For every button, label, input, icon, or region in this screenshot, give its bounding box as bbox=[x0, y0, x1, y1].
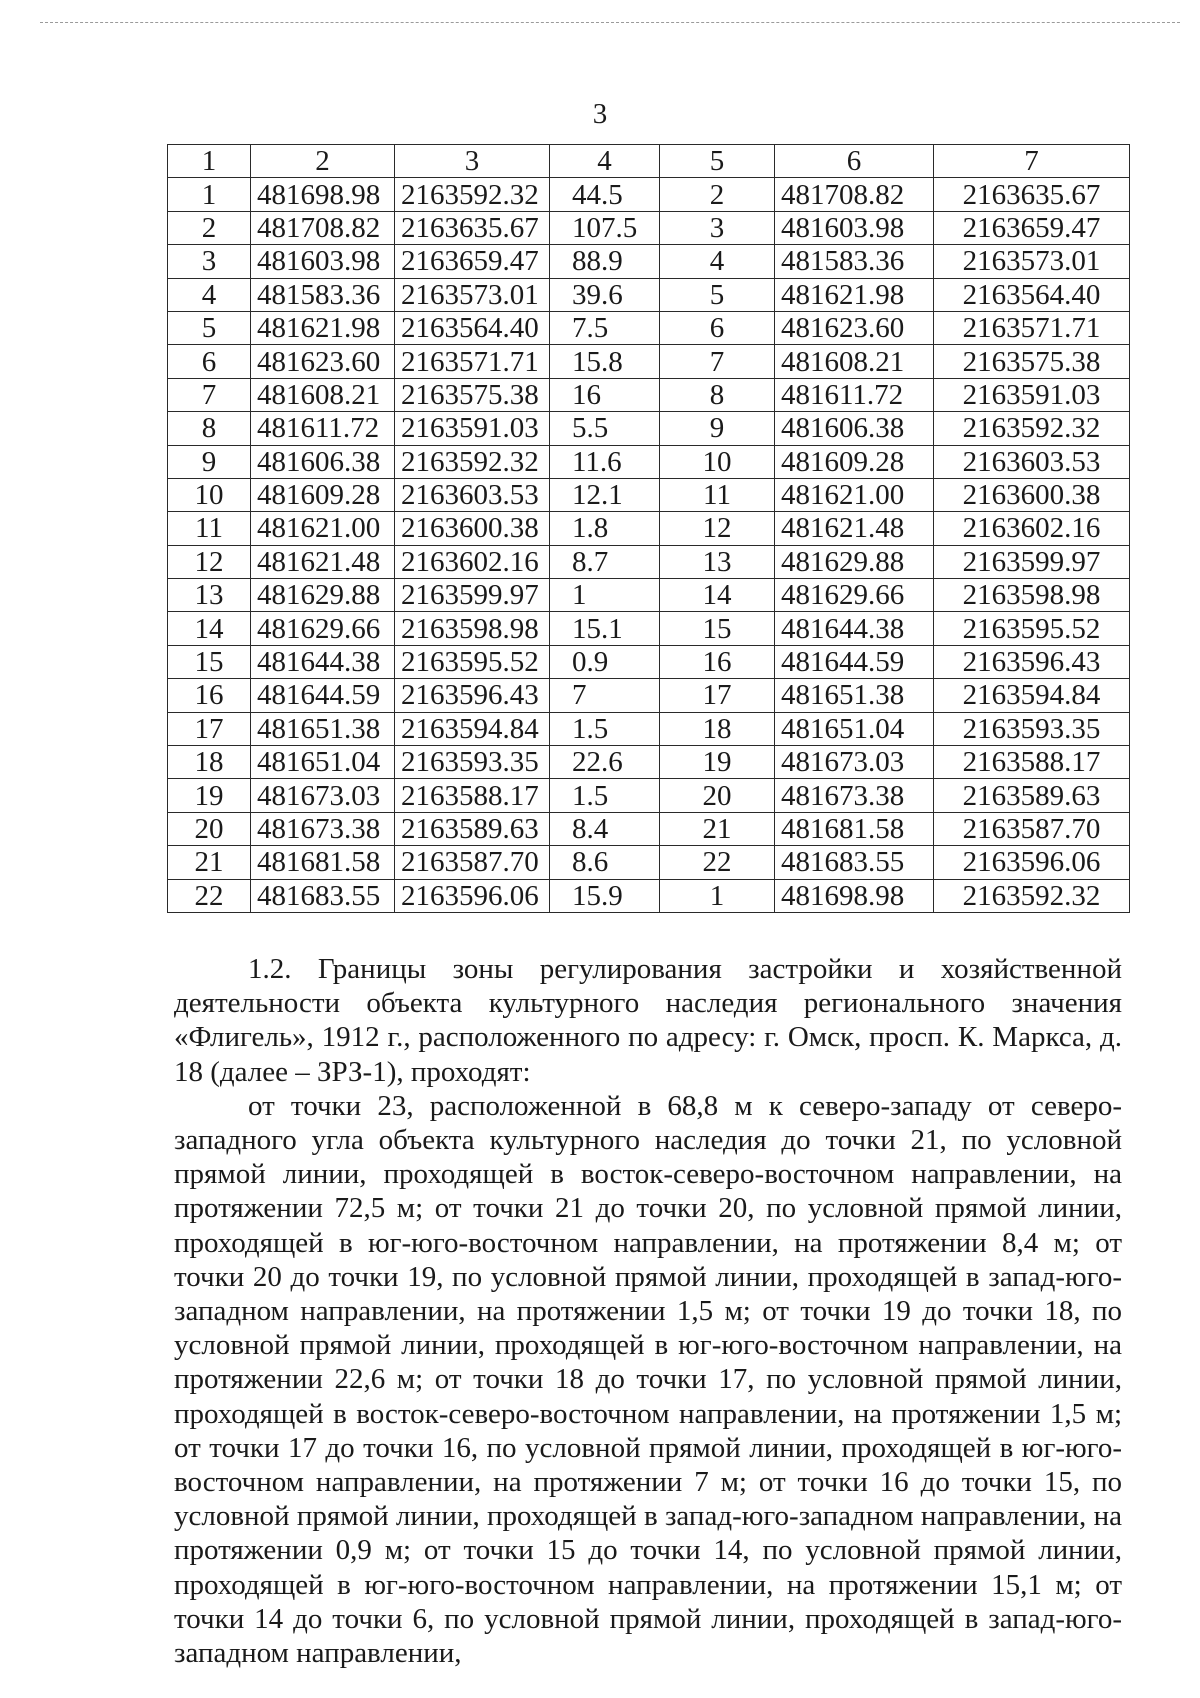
table-cell: 10 bbox=[660, 445, 775, 478]
table-row bbox=[168, 445, 1130, 478]
table-header-cell: 4 bbox=[550, 145, 660, 178]
table-cell: 8 bbox=[660, 378, 775, 411]
table-cell: 7 bbox=[550, 679, 660, 712]
table-cell: 2163596.43 bbox=[934, 645, 1130, 678]
table-cell: 21 bbox=[168, 846, 251, 879]
table-cell: 2163603.53 bbox=[934, 445, 1130, 478]
table-cell: 2163596.06 bbox=[934, 846, 1130, 879]
table-row bbox=[168, 579, 1130, 612]
table-cell: 11 bbox=[660, 478, 775, 511]
table-cell: 16 bbox=[168, 679, 251, 712]
table-cell: 2 bbox=[660, 178, 775, 211]
table-cell: 481611.72 bbox=[775, 378, 934, 411]
table-cell: 22.6 bbox=[550, 746, 660, 779]
table-cell: 2163635.67 bbox=[395, 211, 550, 244]
table-cell: 2163589.63 bbox=[934, 779, 1130, 812]
table-cell: 2163599.97 bbox=[934, 545, 1130, 578]
table-row bbox=[168, 679, 1130, 712]
table-cell: 2163589.63 bbox=[395, 812, 550, 845]
table-cell: 481611.72 bbox=[251, 412, 395, 445]
table-cell: 22 bbox=[168, 879, 251, 912]
body-text bbox=[174, 952, 1122, 1670]
table-header-cell: 6 bbox=[775, 145, 934, 178]
table-cell: 481629.88 bbox=[251, 579, 395, 612]
paragraph-boundary-description: от точки 23, расположенной в 68,8 м к северо-западу от северо-западного угла объекта культурного наследия до точки 21, по условной прямой линии, проходящей в восток-северо-восточном направлении, на протяжении 72,5 м; от точки 21 до точки 20, по условной прямой линии, проходящей в юг-юго-восточном направлении, на протяжении 8,4 м; от точки 20 до точки 19, по условной прямой линии, проходящей в запад-юго-западном направлении, на протяжении 1,5 м; от точки 19 до точки 18, по условной прямой линии, проходящей в юг-юго-восточном направлении, на протяжении 22,6 м; от точки 18 до точки 17, по условной прямой линии, проходящей в восток-северо-восточном направлении, на протяжении 1,5 м; от точки 17 до точки 16, по условной прямой линии, проходящей в юг-юго-восточном направлении, на протяжении 7 м; от точки 16 до точки 15, по условной прямой линии, проходящей в запад-юго-западном направлении, на протяжении 0,9 м; от точки 15 до точки 14, по условной прямой линии, проходящей в юг-юго-восточном направлении, на протяжении 15,1 м; от точки 14 до точки 6, по условной прямой линии, проходящей в запад-юго-западном направлении, bbox=[174, 1089, 1122, 1670]
table-cell: 481603.98 bbox=[251, 245, 395, 278]
table-row bbox=[168, 879, 1130, 912]
table-cell: 2163599.97 bbox=[395, 579, 550, 612]
table-cell: 4 bbox=[660, 245, 775, 278]
table-cell: 2163592.32 bbox=[934, 412, 1130, 445]
scan-edge-rule bbox=[40, 22, 1180, 23]
table-cell: 481621.00 bbox=[775, 478, 934, 511]
table-cell: 481629.66 bbox=[775, 579, 934, 612]
table-cell: 2163598.98 bbox=[395, 612, 550, 645]
table-cell: 2163635.67 bbox=[934, 178, 1130, 211]
table-cell: 22 bbox=[660, 846, 775, 879]
table-cell: 107.5 bbox=[550, 211, 660, 244]
table-header-cell: 3 bbox=[395, 145, 550, 178]
table-header-cell: 2 bbox=[251, 145, 395, 178]
table-cell: 481623.60 bbox=[775, 311, 934, 344]
table-cell: 2163588.17 bbox=[934, 746, 1130, 779]
table-cell: 13 bbox=[660, 545, 775, 578]
page-number: 3 bbox=[592, 98, 608, 130]
table-row bbox=[168, 645, 1130, 678]
table-cell: 4 bbox=[168, 278, 251, 311]
table-cell: 2163602.16 bbox=[395, 545, 550, 578]
table-cell: 1 bbox=[168, 178, 251, 211]
table-cell: 481651.38 bbox=[251, 712, 395, 745]
table-cell: 481621.48 bbox=[251, 545, 395, 578]
table-cell: 2163588.17 bbox=[395, 779, 550, 812]
table-cell: 0.9 bbox=[550, 645, 660, 678]
table-cell: 2163600.38 bbox=[934, 478, 1130, 511]
table-cell: 481606.38 bbox=[251, 445, 395, 478]
table-cell: 481673.03 bbox=[775, 746, 934, 779]
table-row bbox=[168, 545, 1130, 578]
table-cell: 8 bbox=[168, 412, 251, 445]
table-cell: 2163595.52 bbox=[934, 612, 1130, 645]
table-cell: 5 bbox=[660, 278, 775, 311]
table-row bbox=[168, 211, 1130, 244]
table-cell: 88.9 bbox=[550, 245, 660, 278]
table-header-row bbox=[168, 145, 1130, 178]
table-cell: 7.5 bbox=[550, 311, 660, 344]
table-cell: 481608.21 bbox=[775, 345, 934, 378]
table-cell: 17 bbox=[660, 679, 775, 712]
table-row bbox=[168, 478, 1130, 511]
table-cell: 7 bbox=[168, 378, 251, 411]
table-header-cell: 5 bbox=[660, 145, 775, 178]
table-cell: 481644.38 bbox=[775, 612, 934, 645]
table-cell: 8.7 bbox=[550, 545, 660, 578]
table-row bbox=[168, 779, 1130, 812]
table-cell: 3 bbox=[660, 211, 775, 244]
table-cell: 1 bbox=[660, 879, 775, 912]
table-cell: 2163596.06 bbox=[395, 879, 550, 912]
table-cell: 15 bbox=[168, 645, 251, 678]
table-row bbox=[168, 846, 1130, 879]
table-header-cell: 1 bbox=[168, 145, 251, 178]
table-cell: 13 bbox=[168, 579, 251, 612]
table-cell: 1.5 bbox=[550, 779, 660, 812]
table-cell: 2163592.32 bbox=[395, 445, 550, 478]
table-cell: 481673.38 bbox=[251, 812, 395, 845]
table-cell: 2163573.01 bbox=[395, 278, 550, 311]
table-cell: 481708.82 bbox=[251, 211, 395, 244]
table-cell: 7 bbox=[660, 345, 775, 378]
table-cell: 481621.98 bbox=[775, 278, 934, 311]
table-cell: 3 bbox=[168, 245, 251, 278]
table-cell: 481603.98 bbox=[775, 211, 934, 244]
table-cell: 481609.28 bbox=[775, 445, 934, 478]
table-cell: 481698.98 bbox=[251, 178, 395, 211]
table-cell: 2163659.47 bbox=[934, 211, 1130, 244]
table-cell: 39.6 bbox=[550, 278, 660, 311]
table-cell: 481629.88 bbox=[775, 545, 934, 578]
table-cell: 2163593.35 bbox=[395, 746, 550, 779]
table-cell: 1 bbox=[550, 579, 660, 612]
table-cell: 2163659.47 bbox=[395, 245, 550, 278]
table-cell: 2163573.01 bbox=[934, 245, 1130, 278]
table-cell: 481583.36 bbox=[775, 245, 934, 278]
table-cell: 2163587.70 bbox=[934, 812, 1130, 845]
table-cell: 481608.21 bbox=[251, 378, 395, 411]
table-cell: 2163575.38 bbox=[934, 345, 1130, 378]
table-cell: 15 bbox=[660, 612, 775, 645]
table-cell: 20 bbox=[168, 812, 251, 845]
table-cell: 2163564.40 bbox=[934, 278, 1130, 311]
table-cell: 481621.00 bbox=[251, 512, 395, 545]
table-cell: 2163598.98 bbox=[934, 579, 1130, 612]
table-cell: 11.6 bbox=[550, 445, 660, 478]
table-cell: 10 bbox=[168, 478, 251, 511]
table-cell: 481673.03 bbox=[251, 779, 395, 812]
table-cell: 481651.04 bbox=[775, 712, 934, 745]
table-cell: 17 bbox=[168, 712, 251, 745]
table-row bbox=[168, 812, 1130, 845]
table-cell: 5 bbox=[168, 311, 251, 344]
table-cell: 11 bbox=[168, 512, 251, 545]
table-cell: 20 bbox=[660, 779, 775, 812]
table-cell: 2163571.71 bbox=[934, 311, 1130, 344]
table-cell: 12 bbox=[660, 512, 775, 545]
table-cell: 2163564.40 bbox=[395, 311, 550, 344]
coordinates-table bbox=[167, 144, 1130, 913]
table-cell: 481583.36 bbox=[251, 278, 395, 311]
table-cell: 18 bbox=[168, 746, 251, 779]
table-cell: 2163603.53 bbox=[395, 478, 550, 511]
table-cell: 481606.38 bbox=[775, 412, 934, 445]
table-cell: 12 bbox=[168, 545, 251, 578]
table-cell: 481651.04 bbox=[251, 746, 395, 779]
table-row bbox=[168, 412, 1130, 445]
table-cell: 14 bbox=[660, 579, 775, 612]
table-cell: 2163602.16 bbox=[934, 512, 1130, 545]
table-row bbox=[168, 245, 1130, 278]
table-cell: 2163595.52 bbox=[395, 645, 550, 678]
table-cell: 2163594.84 bbox=[395, 712, 550, 745]
table-cell: 2163596.43 bbox=[395, 679, 550, 712]
table-cell: 8.4 bbox=[550, 812, 660, 845]
table-cell: 2163600.38 bbox=[395, 512, 550, 545]
table-cell: 18 bbox=[660, 712, 775, 745]
table-cell: 481644.59 bbox=[775, 645, 934, 678]
table-row bbox=[168, 345, 1130, 378]
table-cell: 15.1 bbox=[550, 612, 660, 645]
table-row bbox=[168, 178, 1130, 211]
table-body bbox=[168, 178, 1130, 913]
table-cell: 481609.28 bbox=[251, 478, 395, 511]
table-header-cell: 7 bbox=[934, 145, 1130, 178]
table-cell: 15.8 bbox=[550, 345, 660, 378]
table-cell: 481629.66 bbox=[251, 612, 395, 645]
table-cell: 2163591.03 bbox=[395, 412, 550, 445]
table-cell: 481683.55 bbox=[775, 846, 934, 879]
table-cell: 6 bbox=[660, 311, 775, 344]
table-cell: 481644.59 bbox=[251, 679, 395, 712]
table-cell: 1.5 bbox=[550, 712, 660, 745]
table-cell: 1.8 bbox=[550, 512, 660, 545]
table-row bbox=[168, 278, 1130, 311]
paragraph-zone-boundaries: 1.2. Границы зоны регулирования застройки и хозяйственной деятельности объекта культурного наследия регионального значения «Флигель», 1912 г., расположенного по адресу: г. Омск, просп. К. Маркса, д. 18 (далее – ЗРЗ-1), проходят: bbox=[174, 953, 1122, 1088]
table-row bbox=[168, 311, 1130, 344]
table-cell: 44.5 bbox=[550, 178, 660, 211]
table-cell: 12.1 bbox=[550, 478, 660, 511]
table-cell: 481621.98 bbox=[251, 311, 395, 344]
table-row bbox=[168, 612, 1130, 645]
table-row bbox=[168, 712, 1130, 745]
table-cell: 2 bbox=[168, 211, 251, 244]
table-cell: 2163587.70 bbox=[395, 846, 550, 879]
table-cell: 14 bbox=[168, 612, 251, 645]
table-cell: 481623.60 bbox=[251, 345, 395, 378]
table-cell: 481673.38 bbox=[775, 779, 934, 812]
table-cell: 9 bbox=[168, 445, 251, 478]
table-cell: 2163591.03 bbox=[934, 378, 1130, 411]
table-row bbox=[168, 746, 1130, 779]
table-cell: 481681.58 bbox=[775, 812, 934, 845]
table-cell: 481698.98 bbox=[775, 879, 934, 912]
table-cell: 481708.82 bbox=[775, 178, 934, 211]
table-cell: 481651.38 bbox=[775, 679, 934, 712]
table-cell: 19 bbox=[660, 746, 775, 779]
table-cell: 15.9 bbox=[550, 879, 660, 912]
table-row bbox=[168, 378, 1130, 411]
table-row bbox=[168, 512, 1130, 545]
table-cell: 16 bbox=[660, 645, 775, 678]
table-cell: 9 bbox=[660, 412, 775, 445]
table-cell: 6 bbox=[168, 345, 251, 378]
table-cell: 2163592.32 bbox=[934, 879, 1130, 912]
table-cell: 5.5 bbox=[550, 412, 660, 445]
table-cell: 481621.48 bbox=[775, 512, 934, 545]
table-cell: 19 bbox=[168, 779, 251, 812]
table-cell: 2163594.84 bbox=[934, 679, 1130, 712]
table-cell: 2163592.32 bbox=[395, 178, 550, 211]
table-cell: 481644.38 bbox=[251, 645, 395, 678]
table-cell: 16 bbox=[550, 378, 660, 411]
table-cell: 21 bbox=[660, 812, 775, 845]
table-cell: 481681.58 bbox=[251, 846, 395, 879]
table-cell: 2163571.71 bbox=[395, 345, 550, 378]
table-cell: 2163593.35 bbox=[934, 712, 1130, 745]
table-cell: 8.6 bbox=[550, 846, 660, 879]
table-cell: 2163575.38 bbox=[395, 378, 550, 411]
table-cell: 481683.55 bbox=[251, 879, 395, 912]
